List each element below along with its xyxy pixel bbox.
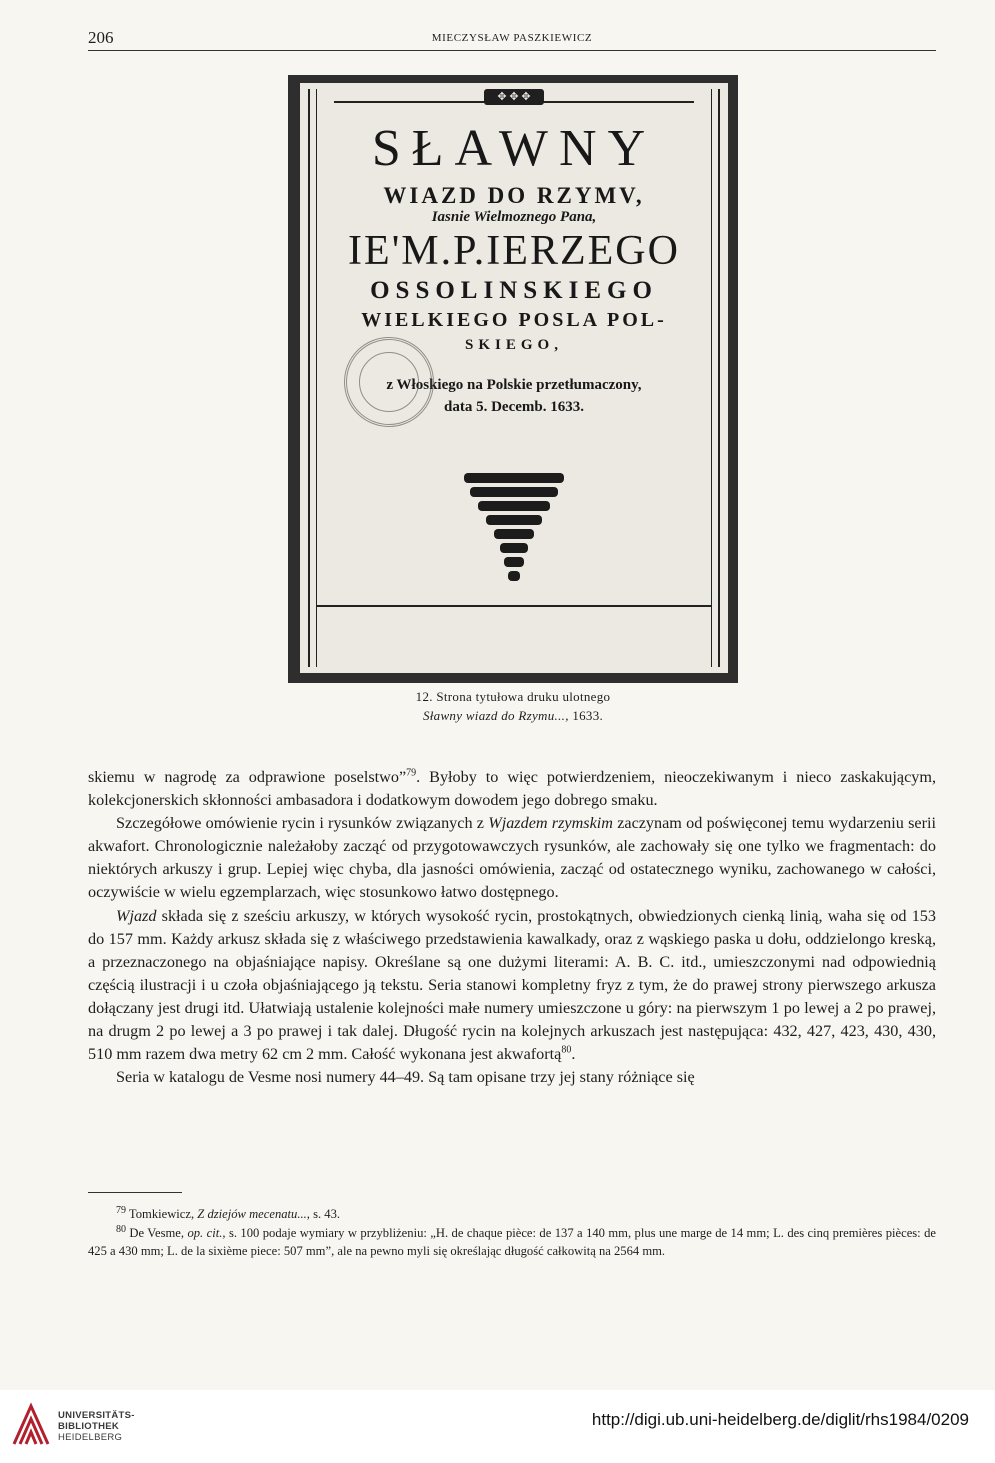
footnotes xyxy=(88,1205,936,1261)
university-library-logo-icon xyxy=(10,1402,52,1448)
footnote-80: $^{80}$ De Vesme, op. cit., s. 100 podaje wymiary w przybliżeniu: „H. de chaque pièce: de 137 a 140 mm, plus une marge de 14 mm; L. des cinq premières pièces: de 425 a 430 mm; L. de la sixième piece: 507 mm”, ale na pewno myli się określając długość całkowitą na 2564 mm. xyxy=(88,1223,936,1258)
grape-ornament-icon xyxy=(460,471,568,589)
title-page-image xyxy=(300,83,728,673)
title-line-2: WIAZD DO RZYMV, xyxy=(383,183,645,208)
library-name: UNIVERSITÄTS- BIBLIOTHEK HEIDELBERG xyxy=(58,1410,135,1443)
caption-title: Sławny wiazd do Rzymu..., xyxy=(422,708,569,723)
title-line-3: Iasnie Wielmoznego Pana, xyxy=(431,209,597,225)
paragraph-4: Seria w katalogu de Vesme nosi numery 44–49. Są tam opisane trzy jej stany różniące się xyxy=(116,1068,695,1087)
title-line-8: z Włoskiego na Polskie przetłumaczony, xyxy=(386,377,642,393)
paragraph-2: Szczegółowe omówienie rycin i rysunków związanych z Wjazdem rzymskim zaczynam od poświęconej temu wydarzeniu serii akwafort. Chronologicznie należałoby zacząć od przygotowawczych rysunków, ale zachowały się one tylko we fragmentach: do niektórych arkuszy i grup. Lepiej więc chyba, dla jasności omówienia, zacząć od ostatecznego wyniku, zachowanego w całości, oczywiście w wielu egzemplarzach, więc stosunkowo łatwo dostępnego. xyxy=(88,814,936,902)
bottom-rule xyxy=(316,605,712,607)
footnote-ref-79[interactable]: 79 xyxy=(406,767,417,779)
title-line-5: OSSOLINSKIEGO xyxy=(370,277,658,304)
running-title: MIECZYSŁAW PASZKIEWICZ xyxy=(431,32,593,44)
library-stamp-icon xyxy=(344,337,434,427)
page-number: 206 xyxy=(88,28,114,47)
footnote-ref-80[interactable]: 80 xyxy=(561,1044,572,1056)
caption-year: 1633. xyxy=(572,708,604,723)
title-line-6: WIELKIEGO POSLA POL- xyxy=(361,309,667,331)
running-head xyxy=(88,28,936,51)
paragraph-1: skiemu w nagrodę za odprawione poselstwo”$^{79}$. Byłoby to więc potwierdzeniem, nieoczekiwanym i nieco zaskakującym, kolekcjonerskich skłonności ambasadora i dodatkowym dowodem jego dobrego smaku. xyxy=(88,767,936,810)
body-text xyxy=(88,766,936,1089)
paragraph-3: Wjazd składa się z sześciu arkuszy, w których wysokość rycin, prostokątnych, obwiedzionych cienką linią, waha się od 153 do 157 mm. Każdy arkusz składa się z właściwego przedstawienia kawalkady, oraz z wąskiego paska u dołu, oddzielongo kreską, a przeznaczonego na objaśniające napisy. Określane są one dużymi literami: A. B. C. itd., umieszczonymi nad odpowiednią częścią ilustracji i u czoła objaśniającego ją tekstu. Seria stanowi kompletny fryz z tym, że do prawej strony pierwszego arkusza dołączany jest drugi itd. Ułatwiają ustalenie kolejności małe numery umieszczone u góry: na pierwszym 1 po lewej a 2 po prawej, na drugm 2 po lewej a 3 po prawej i tak dalej. Długość rycin na kolejnych arkuszach jest następująca: 432, 427, 423, 430, 430, 510 mm razem dwa metry 62 cm 2 mm. Całość wykonana jest akwafortą$^{80}$. xyxy=(88,906,936,1064)
ornament-icon: ✥ ✥ ✥ xyxy=(484,89,544,105)
footnote-rule xyxy=(88,1192,182,1193)
title-line-4: IE'M.P.IERZEGO xyxy=(348,228,680,274)
title-line-7: SKIEGO, xyxy=(465,337,563,353)
figure-caption-line1: 12. Strona tytułowa druku ulotnego xyxy=(415,689,611,704)
footnote-79: $^{79}$ Tomkiewicz, Z dziejów mecenatu..., s. 43. xyxy=(116,1204,341,1221)
library-footer xyxy=(0,1390,995,1463)
title-line-9: data 5. Decemb. 1633. xyxy=(444,399,584,415)
figure-caption-line2 xyxy=(288,708,738,724)
title-line-1: SŁAWNY xyxy=(371,120,657,177)
permalink-url[interactable]: http://digi.ub.uni-heidelberg.de/diglit/rhs1984/0209 xyxy=(591,1410,969,1429)
